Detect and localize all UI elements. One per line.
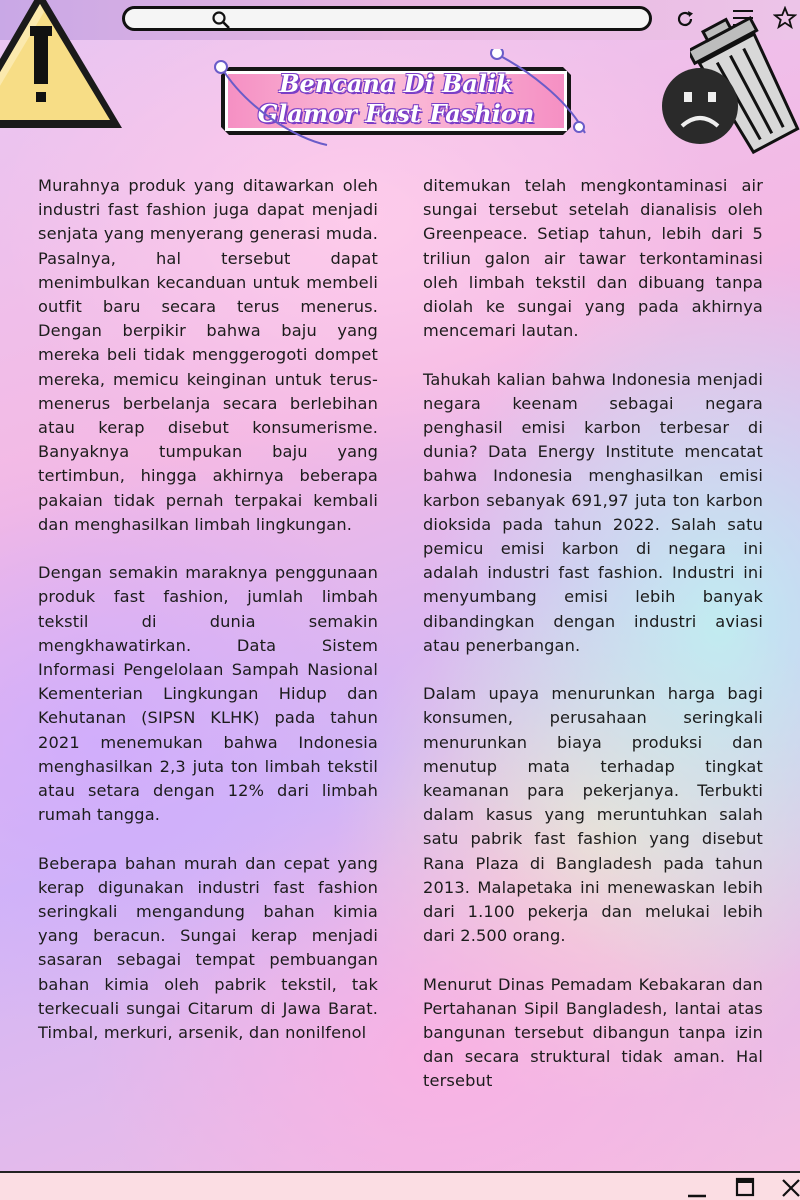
paragraph: Dengan semakin maraknya penggunaan produk fast fashion, jumlah limbah tekstil di dunia semakin mengkhawatirkan. Data Sistem Informasi Pengelolaan Sampah Nasional Kementerian Lingkungan Hidup dan Kehutanan (SIPSN KLHK) pada tahun 2021 menemukan bahwa Indonesia menghasilkan 2,3 juta ton limbah tekstil atau setara dengan 12% dari limbah rumah tangga. [38, 563, 378, 825]
paragraph: Murahnya produk yang ditawarkan oleh industri fast fashion juga dapat menjadi senjata yang menyerang generasi muda. Pasalnya, hal tersebut dapat menimbulkan kecanduan untuk membeli outfit baru secara terus menerus. Dengan berpikir bahwa baju yang mereka beli tidak menggerogoti dompet mereka, memicu keinginan untuk terus-menerus berbelanja secara berlebihan atau kerap disebut konsumerisme. Banyaknya tumpukan baju yang tertimbun, hingga akhirnya beberapa pakaian tidak pernah terpakai kembali dan menghasilkan limbah lingkungan. [38, 176, 378, 534]
article-column-right [423, 174, 763, 1118]
title-line-1: Bencana Di Balik [279, 69, 513, 98]
warning-icon [0, 0, 130, 135]
paragraph: Beberapa bahan murah dan cepat yang kerap digunakan industri fast fashion seringkali mengandung bahan kimia yang beracun. Sungai kerap menjadi sasaran sebagai tempat pembuangan bahan kimia oleh pabrik tekstil, tak terkecuali sungai Citarum di Jawa Barat. Timbal, merkuri, arsenik, dan nonilfenol [38, 853, 378, 1043]
paragraph: Tahukah kalian bahwa Indonesia menjadi negara keenam sebagai negara penghasil emisi karbon terbesar di dunia? Data Energy Institute mencatat bahwa Indonesia menghasilkan emisi karbon sebanyak 691,97 juta ton karbon dioksida pada tahun 2022. Salah satu pemicu emisi karbon di negara ini adalah industri fast fashion. Industri ini menyumbang emisi lebih banyak dibandingkan dengan industri aviasi atau penerbangan. [423, 369, 763, 655]
paragraph: Dalam upaya menurunkan harga bagi konsumen, perusahaan seringkali menurunkan biaya produksi dan menutup mata terhadap tingkat keamanan para pekerjanya. Terbukti dalam kasus yang meruntuhkan salah satu pabrik fast fashion yang disebut Rana Plaza di Bangladesh pada tahun 2013. Malapetaka ini menewaskan lebih dari 1.100 pekerja dan melukai lebih dari 2.500 orang. [423, 684, 763, 946]
title-line-2: Glamor Fast Fashion [257, 99, 535, 128]
title-banner [207, 55, 587, 141]
paragraph: ditemukan telah mengkontaminasi air sungai tersebut setelah dianalisis oleh Greenpeace. Setiap tahun, lebih dari 5 triliun galon air tawar terkontaminasi oleh limbah tekstil dan dibuang tanpa diolah ke sungai yang pada akhirnya mencemari lautan. [423, 176, 763, 341]
window-controls-bar [0, 1171, 800, 1200]
paragraph: Menurut Dinas Pemadam Kebakaran dan Pertahanan Sipil Bangladesh, lantai atas bangunan tersebut dibangun tanpa izin dan secara struktural tidak aman. Hal tersebut [423, 974, 763, 1091]
maximize-icon[interactable] [735, 1177, 755, 1197]
address-bar[interactable] [122, 6, 652, 31]
article-column-left [38, 174, 378, 1069]
orbit-ring-decoration [207, 49, 587, 149]
sad-face-icon [660, 66, 740, 146]
search-icon [211, 10, 231, 30]
close-icon[interactable] [780, 1177, 800, 1199]
minimize-icon[interactable] [686, 1177, 708, 1199]
